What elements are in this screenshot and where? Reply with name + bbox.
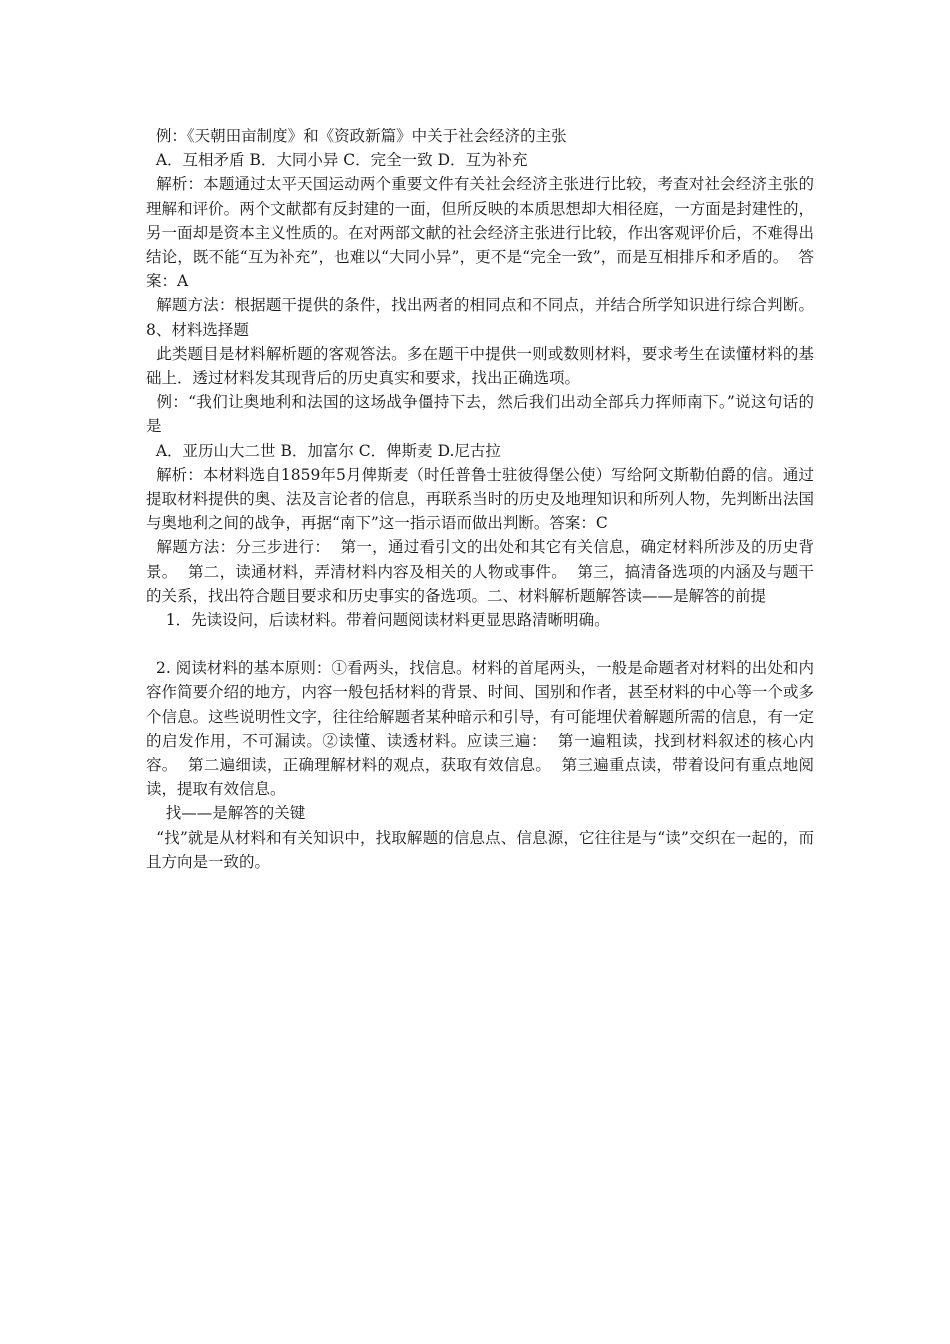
find-explanation: “找”就是从材料和有关知识中，找取解题的信息点、信息源，它往往是与“读”交织在一起的，而且方向是一致的。 bbox=[146, 828, 814, 871]
example-1-analysis: 解析：本题通过太平天国运动两个重要文件有关社会经济主张进行比较，考查对社会经济主张的理解和评价。两个文献都有反封建的一面，但所反映的本质思想却大相径庭，一方面是封建性的，另一面却是资本主义性质的。在对两部文献的社会经济主张进行比较，作出客观评价后，不难得出结论，既不能“互为补充”，也难以“大同小异”，更不是“完全一致”，而是互相排斥和矛盾的。 答案：A bbox=[146, 175, 814, 291]
example-1-method: 解题方法：根据题干提供的条件，找出两者的相同点和不同点，并结合所学知识进行综合判断。 8、材料选择题 bbox=[146, 296, 819, 339]
example-1-options: A．互相矛盾 B．大同小异 C．完全一致 D．互为补充 bbox=[146, 151, 528, 170]
document-body bbox=[146, 124, 819, 874]
material-choice-intro: 此类题目是材料解析题的客观答法。多在题干中提供一则或数则材料，要求考生在读懂材料的基础上．透过材料发其现背后的历史真实和要求，找出正确选项。 bbox=[146, 344, 814, 388]
example-2-options: A．亚历山大二世 B．加富尔 C．俾斯麦 D.尼古拉 bbox=[146, 441, 501, 460]
reading-step-2: 2. 阅读材料的基本原则：①看两头，找信息。材料的首尾两头，一般是命题者对材料的出处和内容作简要介绍的地方，内容一般包括材料的背景、时间、国别和作者，甚至材料的中心等一个或多个信息。这些说明性文字，往往给解题者某种暗示和引导，有可能埋伏着解题所需的信息，有一定的启发作用，不可漏读。②读懂、读透材料。应读三遍： 第一遍粗读，找到材料叙述的核心内容。 第二遍细读，正确理解材料的观点，获取有效信息。 第三遍重点读，带着设问有重点地阅读，提取有效信息。 bbox=[146, 659, 815, 799]
reading-step-1: 1．先读设问，后读材料。带着问题阅读材料更显思路清晰明确。 bbox=[146, 611, 610, 630]
example-2-question: 例：“我们让奥地利和法国的这场战争僵持下去，然后我们出动全部兵力挥师南下。”说这句话的是 bbox=[146, 393, 814, 436]
find-heading: 找——是解答的关键 bbox=[146, 804, 306, 823]
blank-line bbox=[146, 632, 814, 656]
example-1-question: 例：《天朝田亩制度》和《资政新篇》中关于社会经济的主张 bbox=[146, 127, 567, 145]
example-2-method: 解题方法：分三步进行： 第一，通过看引文的出处和其它有关信息，确定材料所涉及的历史背景。 第二，读通材料，弄清材料内容及相关的人物或事件。 第三，搞清备选项的内涵及与题干的关系，找出符合题目要求和历史事实的备选项。二、材料解析题解答读——是解答的前提 bbox=[146, 538, 814, 605]
example-2-analysis: 解析：本材料选自1859年5月俾斯麦（时任普鲁士驻彼得堡公使）写给阿文斯勒伯爵的信。通过提取材料提供的奥、法及言论者的信息，再联系当时的历史及地理知识和所列人物，先判断出法国与奥地利之间的战争，再据“南下”这一指示语而做出判断。答案：C bbox=[146, 465, 814, 533]
